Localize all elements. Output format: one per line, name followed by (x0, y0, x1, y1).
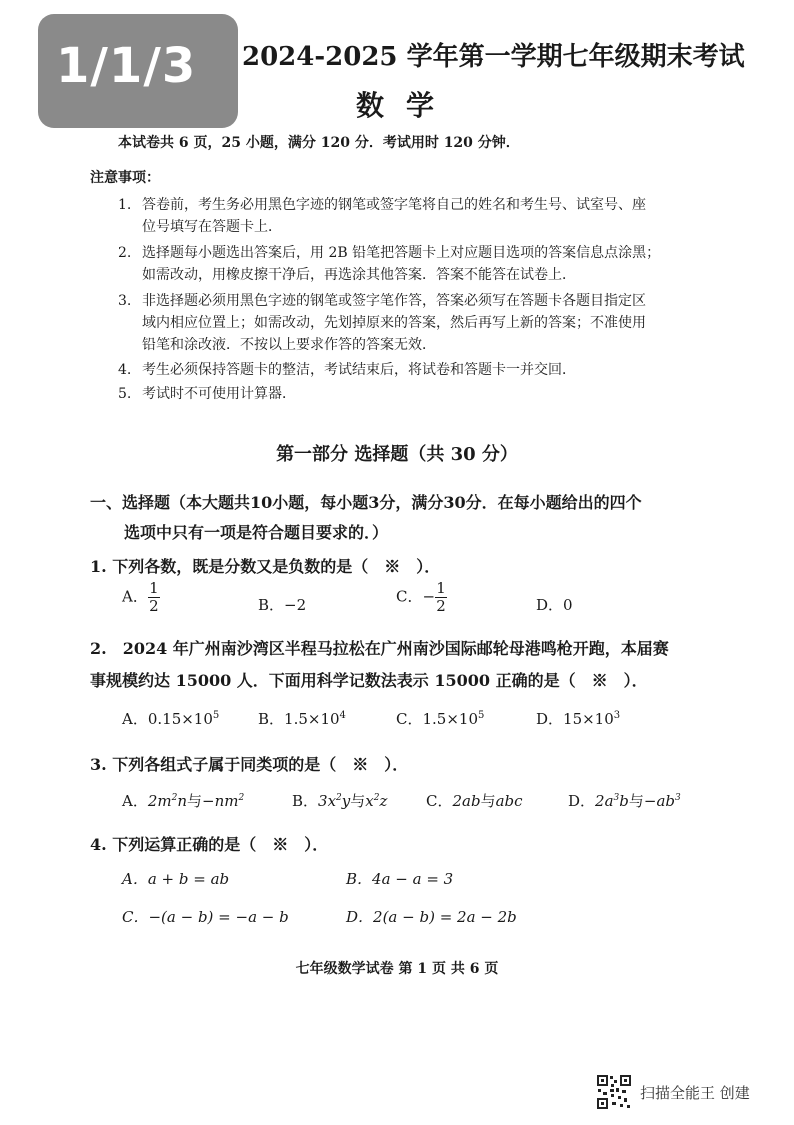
question-3-option-d: D．$2a^3b$与$-ab^3$ (568, 792, 681, 810)
question-1-option-a (122, 580, 160, 615)
exponent: 3 (613, 710, 621, 721)
fraction (148, 580, 160, 615)
section-heading-line2: 选项中只有一项是符合题目要求的．） (124, 523, 389, 542)
page-counter-text: 1/1/3 (56, 38, 197, 94)
exponent: 5 (212, 710, 220, 721)
note-line: 位号填写在答题卡上． (142, 219, 282, 235)
subject-title: 数学 (356, 89, 457, 122)
denominator: 2 (149, 597, 159, 615)
option-text: C．1.5×10 (396, 710, 478, 728)
option-label: D． (568, 792, 596, 810)
option-label: A． (122, 587, 148, 606)
option-label: B． (292, 792, 319, 810)
question-1-option-d: D．0 (536, 596, 573, 614)
question-1-stem: 1. 下列各数，既是分数又是负数的是（ ※ ）． (90, 557, 441, 576)
question-4-option-d: D．2(a − b) = 2a − 2b (346, 908, 517, 926)
question-3-option-c: C．2ab与abc (426, 792, 523, 810)
section-heading-line1: 一、选择题（本大题共10小题，每小题3分，满分30分．在每小题给出的四个 (90, 493, 642, 512)
part-title: 第一部分 选择题（共 30 分） (276, 444, 518, 465)
note-line: 答卷前，考生务必用黑色字迹的钢笔或签字笔将自己的姓名和考生号、试室号、座 (142, 197, 646, 213)
option-label: A． (122, 792, 148, 810)
question-1-option-b: B．−2 (258, 596, 307, 614)
note-number: 2. (118, 245, 132, 261)
note-line: 考试时不可使用计算器． (142, 386, 296, 402)
question-4-option-c: C．−(a − b) = −a − b (122, 908, 289, 926)
note-item (118, 359, 576, 381)
note-line: 选择题每小题选出答案后，用 2B 铅笔把答题卡上对应题目选项的答案信息点涂黑； (142, 245, 661, 261)
scanner-watermark: 扫描全能王 创建 (640, 1084, 750, 1102)
note-number: 4. (118, 362, 132, 378)
question-4-stem: 4. 下列运算正确的是（ ※ ）． (90, 835, 329, 854)
page-footer: 七年级数学试卷 第 1 页 共 6 页 (295, 961, 499, 977)
exam-intro: 本试卷共 6 页，25 小题，满分 120 分．考试用时 120 分钟． (118, 135, 520, 151)
question-2-line2: 事规模约达 15000 人．下面用科学记数法表示 15000 正确的是（ ※ ）． (90, 671, 648, 690)
option-text: B．1.5×10 (258, 710, 340, 728)
notes-heading: 注意事项： (90, 170, 160, 186)
note-line: 域内相应位置上；如需改动，先划掉原来的答案，然后再写上新的答案；不准使用 (142, 315, 646, 331)
question-2-option-d (536, 708, 620, 729)
numerator: 1 (436, 579, 446, 597)
note-item (118, 242, 660, 286)
note-line: 考生必须保持答题卡的整洁，考试结束后，将试卷和答题卡一并交回． (142, 362, 576, 378)
note-number: 5. (118, 386, 132, 402)
question-4-option-a: A．a + b = ab (122, 870, 230, 888)
fraction (435, 580, 447, 615)
exam-title: 2024-2025 学年第一学期七年级期末考试 (242, 42, 745, 72)
note-item (118, 383, 296, 405)
question-3-stem: 3. 下列各组式子属于同类项的是（ ※ ）． (90, 755, 409, 774)
note-line: 如需改动，用橡皮擦干净后，再选涂其他答案．答案不能答在试卷上． (142, 267, 576, 283)
question-3-option-a: A．$2m^2n$与$-nm^2$ (122, 792, 245, 810)
question-1-option-c (396, 580, 447, 615)
option-label: C．− (396, 587, 436, 606)
note-number: 3. (118, 293, 132, 309)
question-4-option-b: B．4a − a = 3 (346, 870, 454, 888)
denominator: 2 (436, 597, 446, 615)
option-text: D．15×10 (536, 710, 614, 728)
exponent: 5 (478, 710, 485, 721)
note-item (118, 290, 646, 356)
option-label: C． (426, 792, 453, 810)
question-3-option-b: B．$3x^2y$与$x^2z$ (292, 792, 388, 810)
numerator: 1 (149, 579, 159, 597)
note-item (118, 194, 646, 238)
question-2-option-a (122, 708, 219, 729)
qr-code-icon (596, 1074, 632, 1110)
question-2-option-b (258, 708, 346, 729)
question-2-option-c (396, 708, 484, 729)
option-text: A．0.15×10 (122, 710, 213, 728)
question-2-line1: 2. 2024 年广州南沙湾区半程马拉松在广州南沙国际邮轮母港鸣枪开跑，本届赛 (90, 639, 669, 658)
note-line: 非选择题必须用黑色字迹的钢笔或签字笔作答，答案必须写在答题卡各题目指定区 (142, 293, 646, 309)
exponent: 4 (339, 710, 346, 721)
note-number: 1. (118, 197, 132, 213)
note-line: 铅笔和涂改液．不按以上要求作答的答案无效． (142, 337, 436, 353)
